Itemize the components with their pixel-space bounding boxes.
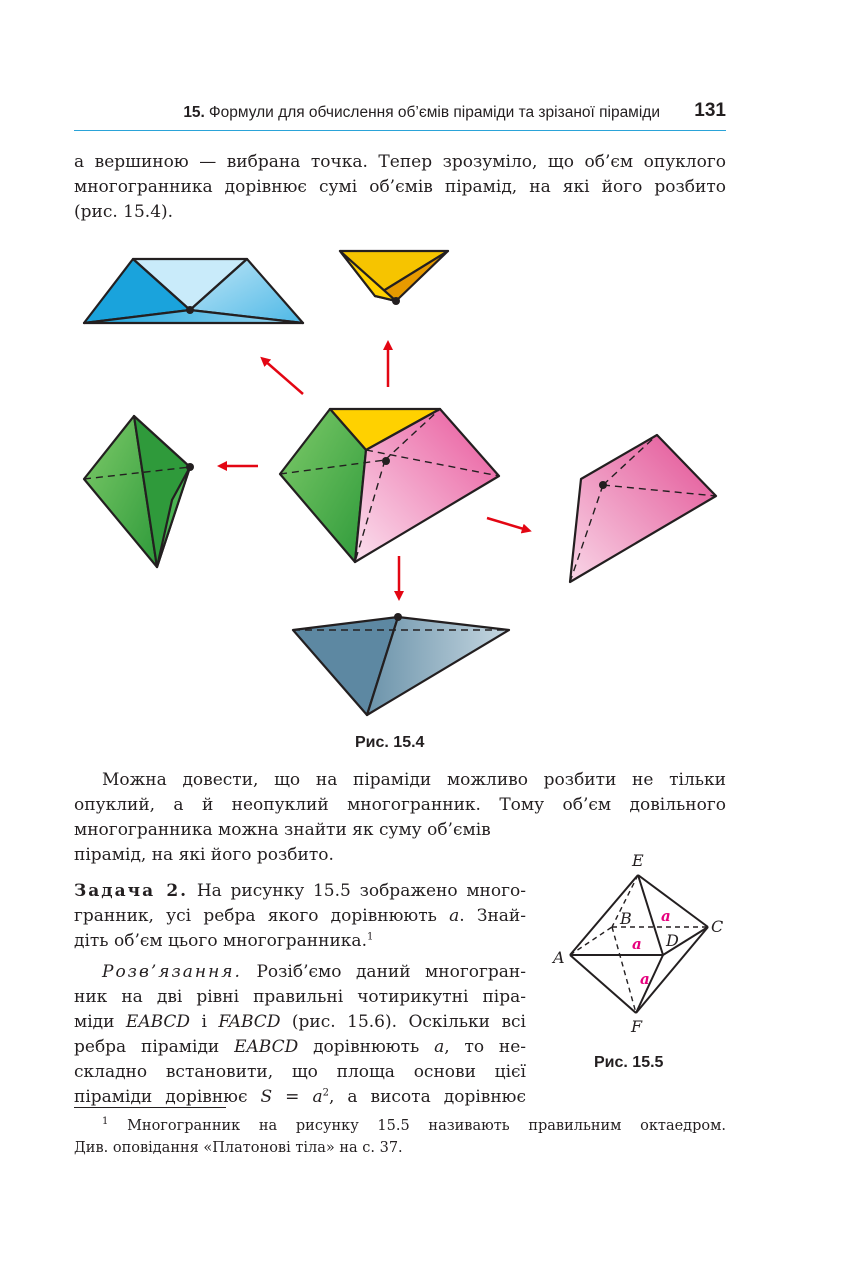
figure-15-5-caption: Рис. 15.5 — [594, 1054, 664, 1071]
green-pyramid — [84, 416, 194, 567]
text-line: многогранника можна знайти як суму об’ємів — [74, 820, 491, 840]
section-number: 15. — [183, 104, 205, 121]
vertex-label-c: C — [711, 917, 724, 936]
text-line: складно встановити, що площа основи цієї — [74, 1062, 526, 1082]
edge-label-a: a — [661, 907, 671, 925]
figure-15-4-caption: Рис. 15.4 — [355, 734, 425, 751]
footnote-ref[interactable]: 1 — [366, 931, 374, 943]
problem-text: На рисунку 15.5 зображено много- — [196, 881, 527, 901]
vertex-label-a: A — [553, 948, 565, 967]
paragraph-2 — [74, 768, 726, 818]
solution-text: і — [201, 1012, 207, 1032]
solution-text: дорівнюють — [313, 1037, 420, 1057]
vertex-label-d: D — [666, 931, 679, 950]
text-line — [74, 1035, 526, 1060]
pink-pyramid — [570, 435, 716, 582]
solution-text: , то не- — [444, 1037, 527, 1057]
variable-a: a — [434, 1037, 445, 1057]
text-line — [74, 1115, 726, 1137]
pyramid-name: EABCD — [234, 1037, 299, 1057]
pyramid-name: EABCD — [125, 1012, 191, 1032]
vertex-label-b: B — [620, 909, 632, 928]
equals-sign: = — [272, 1087, 313, 1107]
variable-a: a — [312, 1087, 323, 1107]
footnote-text: Многогранник на рисунку 15.5 називають правильним октаедром. — [127, 1118, 726, 1134]
problem-text: діть об’єм цього многогранника. — [74, 931, 367, 951]
solution-text: , а висота дорівнює — [328, 1087, 526, 1107]
footnote-rule — [74, 1107, 226, 1108]
text-line — [74, 960, 526, 985]
text-line — [74, 904, 526, 929]
section-title-text: Формули для обчислення об’ємів піраміди та зрізаної піраміди — [208, 104, 660, 121]
variable-s: S — [260, 1087, 273, 1107]
yellow-pyramid — [340, 251, 448, 305]
variable-a: a — [449, 906, 460, 926]
paragraph-2-cont — [74, 818, 544, 868]
problem-text: . Знай- — [459, 906, 526, 926]
solution-text: Розіб’ємо даний многогран- — [256, 962, 526, 982]
vertex-label-f: F — [631, 1017, 643, 1036]
text-line: Див. оповідання «Платонові тіла» на с. 37. — [74, 1140, 403, 1156]
text-line — [74, 929, 526, 954]
solution-text: (рис. 15.6). Оскільки всі — [291, 1012, 526, 1032]
exponent: 2 — [322, 1087, 329, 1099]
solution-text: міди — [74, 1012, 115, 1032]
vertex-label-e: E — [632, 851, 644, 870]
figure-15-5-octahedron — [540, 845, 740, 1045]
solution-text: ребра піраміди — [74, 1037, 220, 1057]
arrow-icon — [487, 518, 527, 530]
edge-label-a: a — [632, 935, 642, 953]
text-line: опуклий, а й неопуклий многогранник. Тому об’єм довільного — [74, 795, 726, 815]
footnote — [74, 1115, 726, 1159]
solution-label: Розв’язання. — [102, 962, 242, 982]
arrow-icon — [264, 360, 303, 394]
text-line: ник на дві рівні правильні чотирикутні піра- — [74, 987, 526, 1007]
blue-pyramid — [84, 259, 303, 323]
text-line — [74, 879, 526, 904]
solution-text: піраміди дорівнює — [74, 1087, 248, 1107]
solution — [74, 960, 526, 1110]
page-number: 131 — [694, 100, 726, 121]
text-line: (рис. 15.4). — [74, 202, 174, 222]
text-line: Можна довести, що на піраміди можливо розбити не тільки — [102, 770, 726, 790]
text-line: пірамід, на які його розбито. — [74, 845, 334, 865]
footnote-mark: 1 — [102, 1116, 109, 1128]
steel-pyramid — [293, 613, 509, 715]
text-line — [74, 1010, 526, 1035]
text-line: многогранника дорівнює сумі об’ємів пірамід, на які його розбито — [74, 177, 726, 197]
text-line: а вершиною — вибрана точка. Тепер зрозуміло, що об’єм опуклого — [74, 152, 726, 172]
problem-2 — [74, 879, 526, 954]
central-polyhedron — [280, 409, 499, 562]
edge-label-a: a — [640, 970, 650, 988]
problem-text: гранник, усі ребра якого дорівнюють — [74, 906, 437, 926]
pyramid-name: FABCD — [218, 1012, 281, 1032]
problem-label: Задача 2. — [74, 881, 189, 901]
